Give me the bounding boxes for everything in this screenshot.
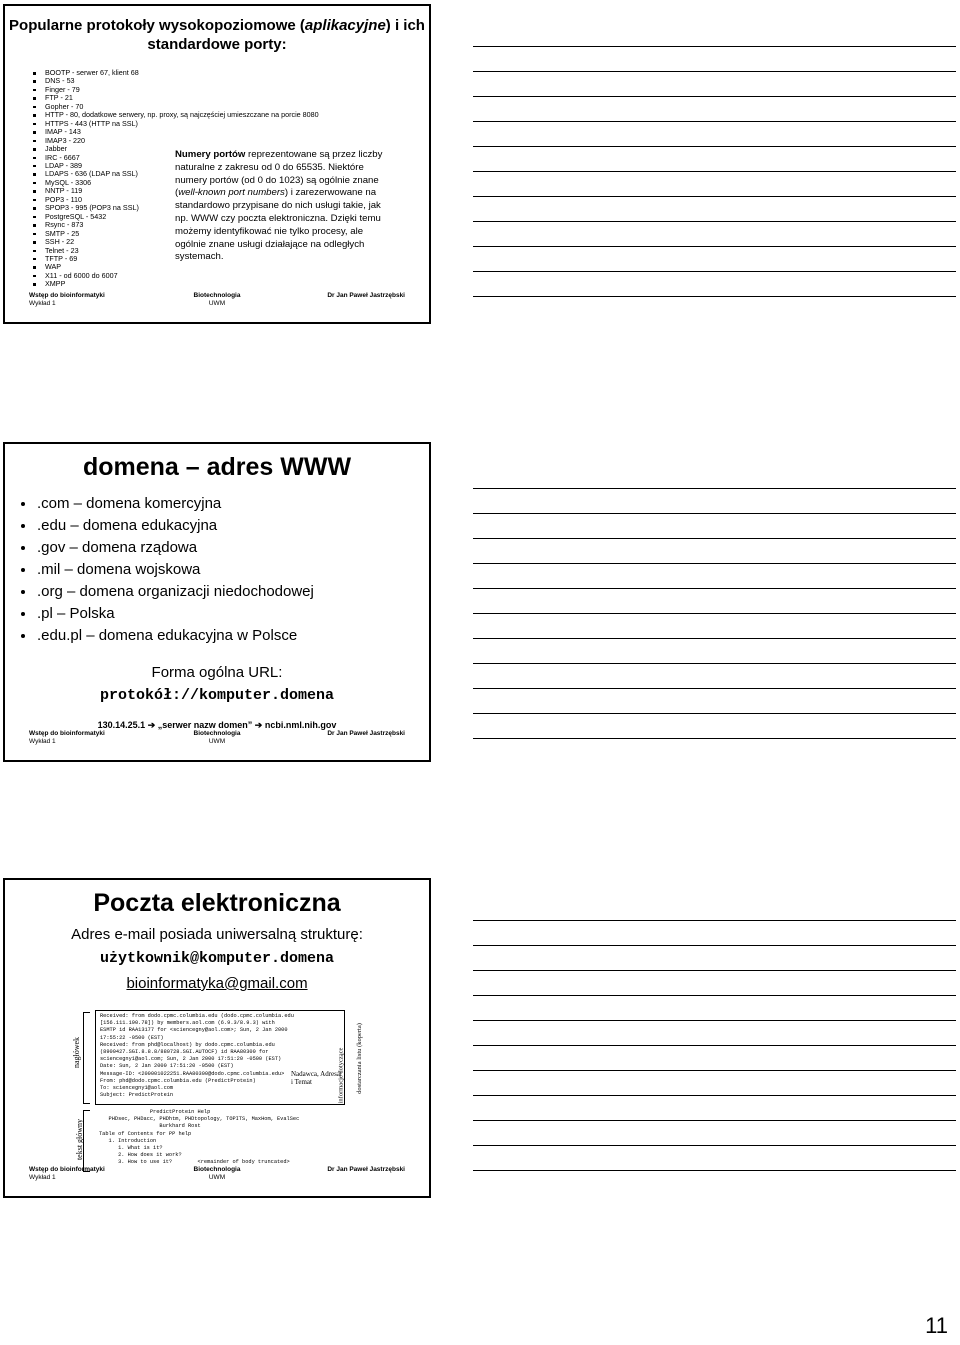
- body-line: 1. What is it?: [99, 1145, 163, 1152]
- email-header-box: [95, 1010, 345, 1105]
- resolve-ip: 130.14.25.1: [97, 720, 146, 730]
- header-line: Received: from phd@localhost) by dodo.cpmc.columbia.edu: [100, 1041, 275, 1048]
- port-list-item: Jabber: [33, 145, 319, 153]
- port-list-item: TFTP - 69: [33, 255, 319, 263]
- note-line: [473, 563, 956, 564]
- footer-author: Dr Jan Paweł Jastrzębski: [327, 730, 405, 737]
- domain-list-item: .pl – Polska: [21, 603, 314, 625]
- header-line: [156.111.190.78]) by members.aol.com (6.9.3/8.9.3) with: [100, 1020, 275, 1027]
- note-line: [473, 71, 956, 72]
- slide-ports: [3, 4, 431, 324]
- port-list-item: SSH - 22: [33, 238, 319, 246]
- header-bracket: [83, 1012, 90, 1104]
- ports-description: [175, 149, 390, 264]
- note-line: [473, 271, 956, 272]
- port-list-item: DNS - 53: [33, 77, 319, 85]
- label-sender-line2: i Temat: [291, 1078, 312, 1086]
- note-line: [473, 1070, 956, 1071]
- note-line: [473, 588, 956, 589]
- email-header-figure: [72, 1010, 363, 1173]
- body-line: 2. How does it work?: [99, 1152, 182, 1159]
- port-list-item: HTTP - 80, dodatkowe serwery, np. proxy, są najczęściej umieszczane na porcie 8080: [33, 111, 319, 119]
- footer-author: Dr Jan Paweł Jastrzębski: [327, 1166, 405, 1173]
- port-list-item: IMAP3 - 220: [33, 137, 319, 145]
- note-line: [473, 513, 956, 514]
- domain-list-item: .org – domena organizacji niedochodowej: [21, 581, 314, 603]
- port-list-item: XMPP: [33, 280, 319, 288]
- note-line: [473, 96, 956, 97]
- resolve-host: ncbi.nml.nih.gov: [264, 720, 337, 730]
- domain-list: [21, 493, 314, 647]
- port-list-item: Finger - 79: [33, 86, 319, 94]
- note-line: [473, 970, 956, 971]
- port-list-item: Rsync - 873: [33, 221, 319, 229]
- note-line: [473, 1145, 956, 1146]
- example-email-link[interactable]: bioinformatyka@gmail.com: [126, 975, 308, 992]
- port-list-item: X11 - od 6000 do 6007: [33, 272, 319, 280]
- body-line: PHDsec, PHDacc, PHDhtm, PHDtopology, TOPITS, MaxHom, EvalSec: [99, 1116, 300, 1123]
- email-form: użytkownik@komputer.domena: [99, 950, 335, 967]
- note-line: [473, 146, 956, 147]
- port-list-item: FTP - 21: [33, 94, 319, 102]
- port-list-item: LDAP - 389: [33, 162, 319, 170]
- footer-course: Wstęp do bioinformatyki: [29, 1166, 105, 1173]
- header-line: Date: Sun, 2 Jan 2000 17:51:20 -0500 (EST): [100, 1063, 234, 1070]
- body-line: 1. Introduction: [99, 1137, 157, 1144]
- port-list-item: NNTP - 119: [33, 187, 319, 195]
- arrow-icon: ➔: [254, 720, 263, 730]
- footer-author: Dr Jan Paweł Jastrzębski: [327, 292, 405, 299]
- port-list-item: Telnet - 23: [33, 247, 319, 255]
- port-list-item: PostgreSQL - 5432: [33, 213, 319, 221]
- slide-title: domena – adres WWW: [82, 453, 352, 481]
- note-line: [473, 1170, 956, 1171]
- label-sender-line1: Nadawca, Adresat: [291, 1070, 342, 1078]
- note-line: [473, 663, 956, 664]
- note-line: [473, 1045, 956, 1046]
- note-line: [473, 46, 956, 47]
- note-line: [473, 738, 956, 739]
- slide-title: Popularne protokoły wysokopoziomowe (aplikacyjne) i ich standardowe porty:: [9, 17, 425, 53]
- port-list-item: Gopher - 70: [33, 103, 319, 111]
- domain-list-item: .gov – domena rządowa: [21, 537, 314, 559]
- port-list-item: IRC - 6667: [33, 154, 319, 162]
- url-label: Forma ogólna URL:: [151, 664, 283, 681]
- notes-area: [473, 0, 958, 1345]
- footer-program: Biotechnologia: [193, 730, 241, 737]
- para-text-1: reprezentowane są przez liczby naturalne z zakresu od 0 do 65535. Niektóre numery portów (od 0 do 1023) są ogólnie znane (: [175, 149, 383, 199]
- note-line: [473, 121, 956, 122]
- header-line: From: phd@dodo.cpmc.columbia.edu (PredictProtein): [100, 1077, 256, 1084]
- header-line: sciencegny1@aol.com; Sun, 2 Jan 2000 17:51:20 -0500 (EST): [100, 1056, 282, 1063]
- body-line: Table of Contents for PP help: [99, 1130, 192, 1137]
- header-line: Message-ID: <200001022251.RAA80300@dodo.cpmc.columbia.edu>: [100, 1070, 285, 1077]
- port-list-item: SPOP3 - 995 (POP3 na SSL): [33, 204, 319, 212]
- body-line: Burkhard Rost: [99, 1123, 201, 1130]
- header-line: Subject: PredictProtein: [100, 1092, 174, 1099]
- footer-university: UWM: [208, 300, 226, 307]
- body-line: 3. How to use it? <remainder of body truncated>: [99, 1159, 290, 1166]
- domain-list-item: .mil – domena wojskowa: [21, 559, 314, 581]
- footer-university: UWM: [208, 738, 226, 745]
- page-number: 11: [925, 1313, 948, 1338]
- footer-program: Biotechnologia: [193, 1166, 241, 1173]
- port-list-item: MySQL - 3306: [33, 179, 319, 187]
- note-line: [473, 196, 956, 197]
- slide-footer: [29, 292, 405, 314]
- port-list-item: IMAP - 143: [33, 128, 319, 136]
- label-body: tekst główny: [75, 1118, 85, 1161]
- header-line: To: sciencegny1@aol.com: [100, 1085, 174, 1092]
- label-sender: [291, 1070, 342, 1086]
- note-line: [473, 638, 956, 639]
- footer-university: UWM: [208, 1174, 226, 1181]
- note-line: [473, 1095, 956, 1096]
- port-list-item: HTTPS - 443 (HTTP na SSL): [33, 120, 319, 128]
- note-line: [473, 296, 956, 297]
- footer-course: Wstęp do bioinformatyki: [29, 292, 105, 299]
- para-italic: well-known port numbers: [178, 187, 285, 199]
- body-line: PredictProtein Help: [99, 1109, 211, 1115]
- note-line: [473, 221, 956, 222]
- note-line: [473, 945, 956, 946]
- note-line: [473, 1020, 956, 1021]
- slide-footer: [29, 730, 405, 752]
- label-envelope-1: informacje dotyczące: [337, 1047, 345, 1104]
- port-list-item: SMTP - 25: [33, 230, 319, 238]
- header-line: ESMTP id RAA13177 for <sciencegny@aol.com>; Sun, 2 Jan 2000: [100, 1027, 288, 1034]
- domain-list-item: .edu.pl – domena edukacyjna w Polsce: [21, 625, 314, 647]
- note-line: [473, 246, 956, 247]
- header-line: (8900427.SGI.8.8.8/880728.SGI.AUTOCF) id RAA80300 for: [100, 1049, 269, 1056]
- port-list-item: WAP: [33, 263, 319, 271]
- note-line: [473, 488, 956, 489]
- note-line: [473, 688, 956, 689]
- footer-course: Wstęp do bioinformatyki: [29, 730, 105, 737]
- url-form: protokół://komputer.domena: [99, 687, 335, 704]
- domain-list-item: .com – domena komercyjna: [21, 493, 314, 515]
- header-line: 17:55:22 -0500 (EST): [100, 1034, 164, 1041]
- port-list-item: LDAPS - 636 (LDAP na SSL): [33, 170, 319, 178]
- para-text-2: ) i zarezerwowane na standardowo przypisane do nich usługi takie, jak np. WWW czy poczta elektroniczna. Dzięki temu możemy identyfikować nie tylko procesy, ale ogólnie znane usługi działające na odległych systemach.: [175, 187, 381, 263]
- slide-title: Poczta elektroniczna: [93, 889, 341, 917]
- note-line: [473, 995, 956, 996]
- note-line: [473, 920, 956, 921]
- footer-lecture: Wykład 1: [29, 300, 56, 307]
- note-line: [473, 613, 956, 614]
- port-list-item: BOOTP - serwer 67, klient 68: [33, 69, 319, 77]
- slide-email: [3, 878, 431, 1198]
- port-list-item: POP3 - 110: [33, 196, 319, 204]
- note-line: [473, 538, 956, 539]
- domain-list-item: .edu – domena edukacyjna: [21, 515, 314, 537]
- body-bracket: [83, 1110, 90, 1172]
- footer-lecture: Wykład 1: [29, 1174, 56, 1181]
- para-bold: Numery portów: [175, 149, 246, 160]
- note-line: [473, 171, 956, 172]
- slide-domains: [3, 442, 431, 762]
- note-line: [473, 1120, 956, 1121]
- note-line: [473, 713, 956, 714]
- resolve-dns: „serwer nazw domen”: [157, 720, 253, 730]
- email-body-box: [95, 1107, 345, 1173]
- footer-lecture: Wykład 1: [29, 738, 56, 745]
- arrow-icon: ➔: [147, 720, 156, 730]
- label-envelope-2: dostarczania listu (koperta): [355, 1023, 363, 1094]
- slide-footer: [29, 1166, 405, 1188]
- slide-subtitle: Adres e-mail posiada uniwersalną strukturę:: [71, 926, 363, 943]
- header-line: Received: from dodo.cpmc.columbia.edu (dodo.cpmc.columbia.edu: [100, 1013, 294, 1019]
- footer-program: Biotechnologia: [193, 292, 241, 299]
- label-header: nagłówek: [72, 1036, 82, 1069]
